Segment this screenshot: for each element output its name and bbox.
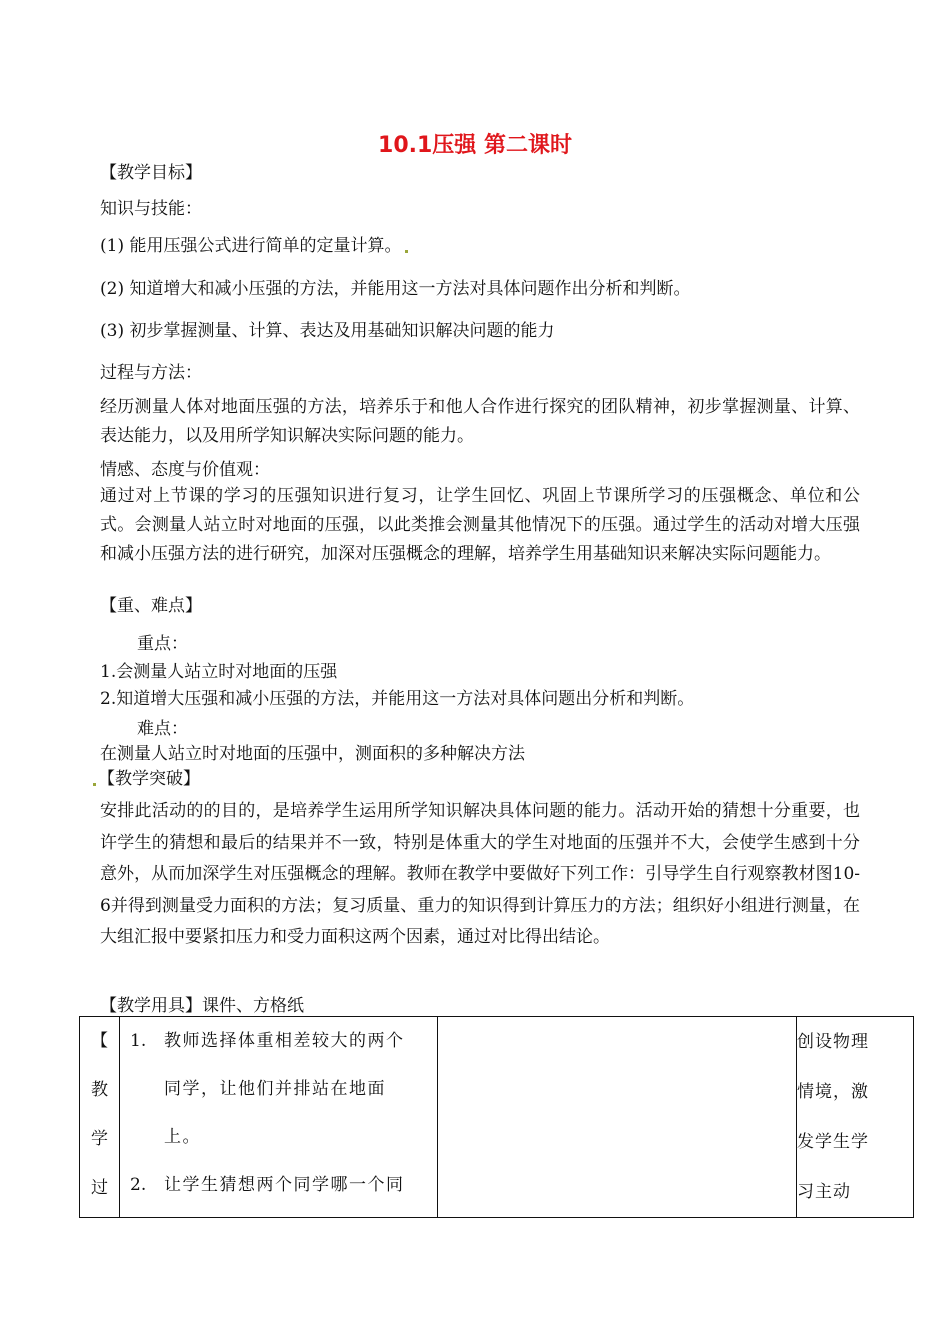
section-label-cell: [80, 1017, 120, 1218]
section-label-char: 学: [91, 1129, 108, 1149]
intent-line: 创设物理: [797, 1032, 869, 1052]
knowledge-heading: 知识与技能：: [100, 199, 202, 219]
table-row: [80, 1017, 914, 1218]
step-line: 同学，让他们并排站在地面: [164, 1079, 386, 1099]
activity-step: [120, 1161, 437, 1209]
process-paragraph: 经历测量人体对地面压强的方法，培养乐于和他人合作进行探究的团队精神，初步掌握测量、计算、表达能力，以及用所学知识解决实际问题的能力。: [100, 397, 860, 446]
difficult-text: 在测量人站立时对地面的压强中，测面积的多种解决方法: [100, 744, 525, 764]
activity-step: [120, 1017, 437, 1161]
breakthrough-paragraph: 安排此活动的的目的，是培养学生运用所学知识解决具体问题的能力。活动开始的猜想十分重要，也许学生的猜想和最后的结果并不一致，特别是体重大的学生对地面的压强并不大，会使学生感到十分意外，从而加深学生对压强概念的理解。教师在教学中要做好下列工作：引导学生自行观察教材图10-6并得到测量受力面积的方法；复习质量、重力的知识得到计算压力的方法；组织好小组进行测量，在大组汇报中要紧扣压力和受力面积这两个因素，通过对比得出结论。: [100, 801, 860, 947]
student-activity-cell: [438, 1017, 797, 1218]
breakthrough-heading-row: [93, 768, 200, 790]
emotion-heading: 情感、态度与价值观：: [100, 460, 270, 480]
step-number: 2.: [130, 1175, 147, 1195]
knowledge-item: [100, 235, 408, 257]
knowledge-item: (3) 初步掌握测量、计算、表达及用基础知识解决问题的能力: [100, 321, 555, 341]
key-heading: 【重、难点】: [100, 596, 202, 616]
lesson-table: [79, 1016, 914, 1218]
section-label-char: 教: [91, 1080, 108, 1100]
step-line: 教师选择体重相差较大的两个: [164, 1031, 405, 1051]
key-item: 1.会测量人站立时对地面的压强: [100, 662, 338, 682]
section-label-char: 过: [91, 1178, 108, 1198]
activity-cell: [120, 1017, 438, 1218]
difficult-label: 难点：: [137, 719, 188, 739]
knowledge-item-text: (1) 能用压强公式进行简单的定量计算。: [100, 236, 402, 256]
document-title: 10.1压强 第二课时: [378, 133, 572, 158]
process-heading: 过程与方法：: [100, 363, 202, 383]
breakthrough-heading: 【教学突破】: [98, 769, 200, 789]
section-label-char: 【: [91, 1031, 108, 1051]
step-number: 1.: [130, 1031, 147, 1051]
mark-dot: [93, 783, 96, 786]
mark-dot: [405, 250, 408, 253]
step-line: 让学生猜想两个同学哪一个同: [164, 1175, 405, 1195]
key-item: 2.知道增大压强和减小压强的方法，并能用这一方法对具体问题出分析和判断。: [100, 689, 695, 709]
intent-line: 情境，激: [797, 1082, 869, 1102]
intent-line: 发学生学: [797, 1132, 869, 1152]
knowledge-item: (2) 知道增大和减小压强的方法，并能用这一方法对具体问题作出分析和判断。: [100, 279, 691, 299]
intent-line: 习主动: [797, 1182, 851, 1202]
emotion-paragraph: 通过对上节课的学习的压强知识进行复习，让学生回忆、巩固上节课所学习的压强概念、单位和公式。会测量人站立时对地面的压强，以此类推会测量其他情况下的压强。通过学生的活动对增大压强和减小压强方法的进行研究，加深对压强概念的理解，培养学生用基础知识来解决实际问题能力。: [100, 486, 860, 564]
design-intent-cell: [797, 1017, 914, 1218]
key-label: 重点：: [137, 634, 188, 654]
tools-heading: 【教学用具】课件、方格纸: [100, 996, 304, 1016]
goals-heading: 【教学目标】: [100, 163, 202, 183]
step-line: 上。: [164, 1127, 201, 1147]
